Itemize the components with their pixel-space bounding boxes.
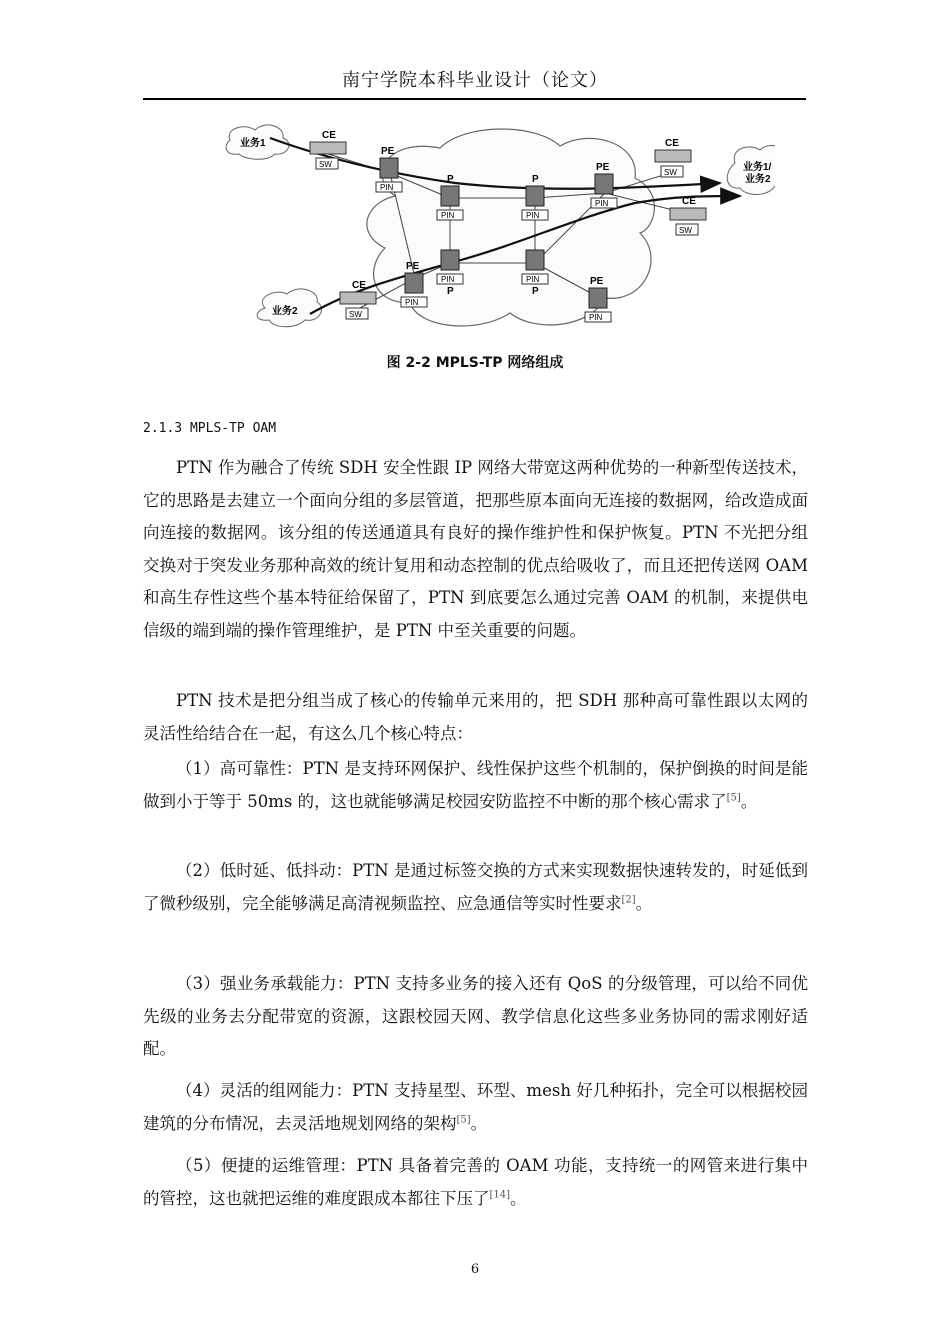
section-heading: 2.1.3 MPLS-TP OAM: [143, 421, 277, 436]
citation-ref: [14]: [489, 1189, 511, 1200]
svg-text:CE: CE: [322, 130, 336, 141]
svg-text:CE: CE: [352, 280, 366, 291]
svg-text:SW: SW: [664, 168, 677, 177]
ce-switch-3: [670, 196, 706, 235]
citation-ref: [5]: [726, 792, 741, 803]
svg-text:PIN: PIN: [526, 211, 540, 220]
svg-text:PE: PE: [596, 162, 610, 173]
svg-text:PIN: PIN: [589, 313, 603, 322]
ce-switch-1: [310, 130, 346, 169]
paragraph-7-text: （5）便捷的运维管理：PTN 具备着完善的 OAM 功能，支持统一的网管来进行集中的管控，这也就把运维的难度跟成本都往下压了: [143, 1156, 808, 1208]
paragraph-1-text: PTN 作为融合了传统 SDH 安全性跟 IP 网络大带宽这两种优势的一种新型传送技术，它的思路是去建立一个面向分组的多层管道，把那些原本面向无连接的数据网，给改造成面向连接的数据网。该分组的传送通道具有良好的操作维护性和保护恢复。PTN 不光把分组交换对于突发业务那种高效的统计复用和动态控制的优点给吸收了，而且还把传送网 OAM 和高生存性这些个基本特征给保留了，PTN 到底要怎么通过完善 OAM 的机制，来提供电信级的端到端的操作管理维护，是 PTN 中至关重要的问题。: [143, 458, 808, 640]
paragraph-4-text: （2）低时延、低抖动：PTN 是通过标签交换的方式来实现数据快速转发的，时延低到了微秒级别，完全能够满足高清视频监控、应急通信等实时性要求: [143, 861, 808, 913]
svg-text:PE: PE: [381, 146, 395, 157]
svg-text:P: P: [447, 286, 454, 297]
svg-text:PE: PE: [590, 276, 604, 287]
page-number: 6: [470, 1262, 480, 1277]
paragraph-1: [143, 452, 808, 647]
svg-text:PIN: PIN: [595, 199, 609, 208]
page-header-title: 南宁学院本科毕业设计（论文）: [342, 70, 608, 91]
svg-text:SW: SW: [319, 160, 332, 169]
paragraph-4: （2）低时延、低抖动：PTN 是通过标签交换的方式来实现数据快速转发的，时延低到了微秒级别，完全能够满足高清视频监控、应急通信等实时性要求[2]。: [143, 861, 808, 913]
paragraph-5-text: （3）强业务承载能力：PTN 支持多业务的接入还有 QoS 的分级管理，可以给不同优先级的业务去分配带宽的资源，这跟校园天网、教学信息化这些多业务协同的需求刚好适配。: [143, 974, 808, 1058]
citation-ref: [5]: [456, 1114, 471, 1125]
paragraph-7: （5）便捷的运维管理：PTN 具备着完善的 OAM 功能，支持统一的网管来进行集中的管控，这也就把运维的难度跟成本都往下压了[14]。: [143, 1156, 808, 1208]
biz1-label: 业务1: [240, 138, 266, 149]
svg-text:PIN: PIN: [405, 298, 419, 307]
biz2-label: 业务2: [272, 306, 298, 317]
svg-text:CE: CE: [682, 196, 696, 207]
header-rule: [143, 98, 806, 100]
network-cloud: [367, 129, 655, 326]
svg-text:PIN: PIN: [441, 211, 455, 220]
svg-text:PIN: PIN: [441, 275, 455, 284]
ce-switch-2: [655, 138, 691, 177]
svg-text:PE: PE: [406, 261, 420, 272]
paragraph-6: （4）灵活的组网能力：PTN 支持星型、环型、mesh 好几种拓扑，完全可以根据校园建筑的分布情况，去灵活地规划网络的架构[5]。: [143, 1081, 808, 1133]
mpls-tp-network-diagram: [215, 118, 775, 343]
svg-text:PIN: PIN: [526, 275, 540, 284]
paragraph-2-text: PTN 技术是把分组当成了核心的传输单元来用的，把 SDH 那种高可靠性跟以太网的灵活性给结合在一起，有这么几个核心特点：: [143, 691, 808, 743]
paragraph-5: [143, 968, 808, 1066]
biz12-label-line2: 业务2: [745, 174, 771, 185]
paragraph-6-text: （4）灵活的组网能力：PTN 支持星型、环型、mesh 好几种拓扑，完全可以根据校园建筑的分布情况，去灵活地规划网络的架构: [143, 1081, 808, 1133]
svg-text:SW: SW: [679, 226, 692, 235]
paragraph-3-text: （1）高可靠性：PTN 是支持环网保护、线性保护这些个机制的，保护倒换的时间是能做到小于等于 50ms 的，这也就能够满足校园安防监控不中断的那个核心需求了: [143, 759, 808, 811]
citation-ref: [2]: [621, 894, 636, 905]
svg-text:CE: CE: [665, 138, 679, 149]
paragraph-2: [143, 685, 808, 750]
svg-text:SW: SW: [349, 310, 362, 319]
svg-text:P: P: [532, 286, 539, 297]
biz12-label-line1: 业务1/: [743, 162, 772, 173]
svg-text:PIN: PIN: [380, 183, 394, 192]
svg-text:P: P: [447, 174, 454, 185]
paragraph-3: （1）高可靠性：PTN 是支持环网保护、线性保护这些个机制的，保护倒换的时间是能做到小于等于 50ms 的，这也就能够满足校园安防监控不中断的那个核心需求了[5]。: [143, 759, 808, 811]
figure-caption: 图 2-2 MPLS-TP 网络组成: [386, 355, 564, 371]
svg-text:P: P: [532, 174, 539, 185]
